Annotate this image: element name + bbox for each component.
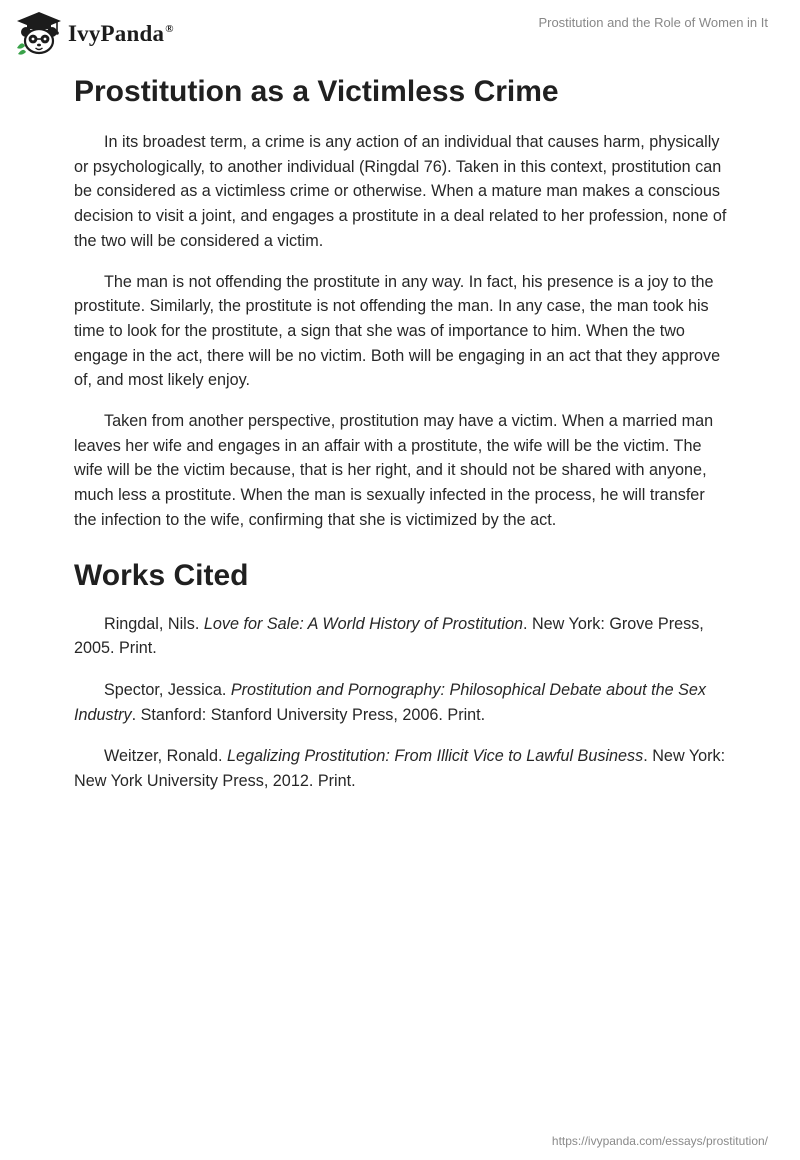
citation-title: Love for Sale: A World History of Prostitution [203, 614, 523, 633]
citation-publication: . Stanford: Stanford University Press, 2006. Print. [131, 705, 486, 724]
essay-paragraph: The man is not offending the prostitute in any way. In fact, his presence is a joy to the prostitute. Similarly, the prostitute is not offending the man. In any case, the man took his time to look for the prostitute, a sign that she was of importance to him. When the two engage in the act, there will be no victim. Both will be engaging in an act that they approve of, and most likely enjoy. [74, 272, 721, 390]
brand-name: IvyPanda® [68, 21, 174, 46]
source-url[interactable]: https://ivypanda.com/essays/prostitution/ [551, 1134, 768, 1148]
citation-publication: . New York: New York University Press, 2012. Print. [74, 747, 726, 791]
citation-entry [74, 744, 729, 793]
citation-author: Ringdal, Nils. [104, 614, 204, 633]
essay-paragraph: In its broadest term, a crime is any action of an individual that causes harm, physically or psychologically, to another individual (Ringdal 76). Taken in this context, prostitution can be considered as a victimless crime or otherwise. When a mature man makes a conscious decision to visit a joint, and engages a prostitute in a deal related to her profession, none of the two will be considered a victim. [74, 133, 727, 250]
essay-body [74, 72, 729, 811]
essay-paragraph: Taken from another perspective, prostitution may have a victim. When a married man leaves her wife and engages in an affair with a prostitute, the wife will be the victim. The wife will be the victim because, that is her right, and it should not be shared with anyone, much less a prostitute. When the man is sexually infected in the process, he will transfer the infection to the wife, confirming that she is victimized by the act. [74, 412, 714, 529]
citation-author: Spector, Jessica. [104, 680, 231, 699]
citation-title: Legalizing Prostitution: From Illicit Vice to Lawful Business [226, 747, 644, 766]
document-title: Prostitution and the Role of Women in It [538, 15, 768, 30]
essay-heading: Prostitution as a Victimless Crime [74, 75, 559, 108]
citation-publication: . New York: Grove Press, 2005. Print. [74, 614, 704, 658]
brand-logo[interactable] [14, 8, 174, 58]
works-cited-heading: Works Cited [74, 558, 249, 592]
citation-title: Prostitution and Pornography: Philosophical Debate about the Sex Industry [74, 680, 707, 724]
panda-graduation-cap-icon [14, 10, 64, 56]
citation-author: Weitzer, Ronald. [104, 747, 227, 766]
citation-entry [74, 678, 729, 727]
page-header [0, 0, 800, 64]
citation-entry [74, 612, 729, 661]
